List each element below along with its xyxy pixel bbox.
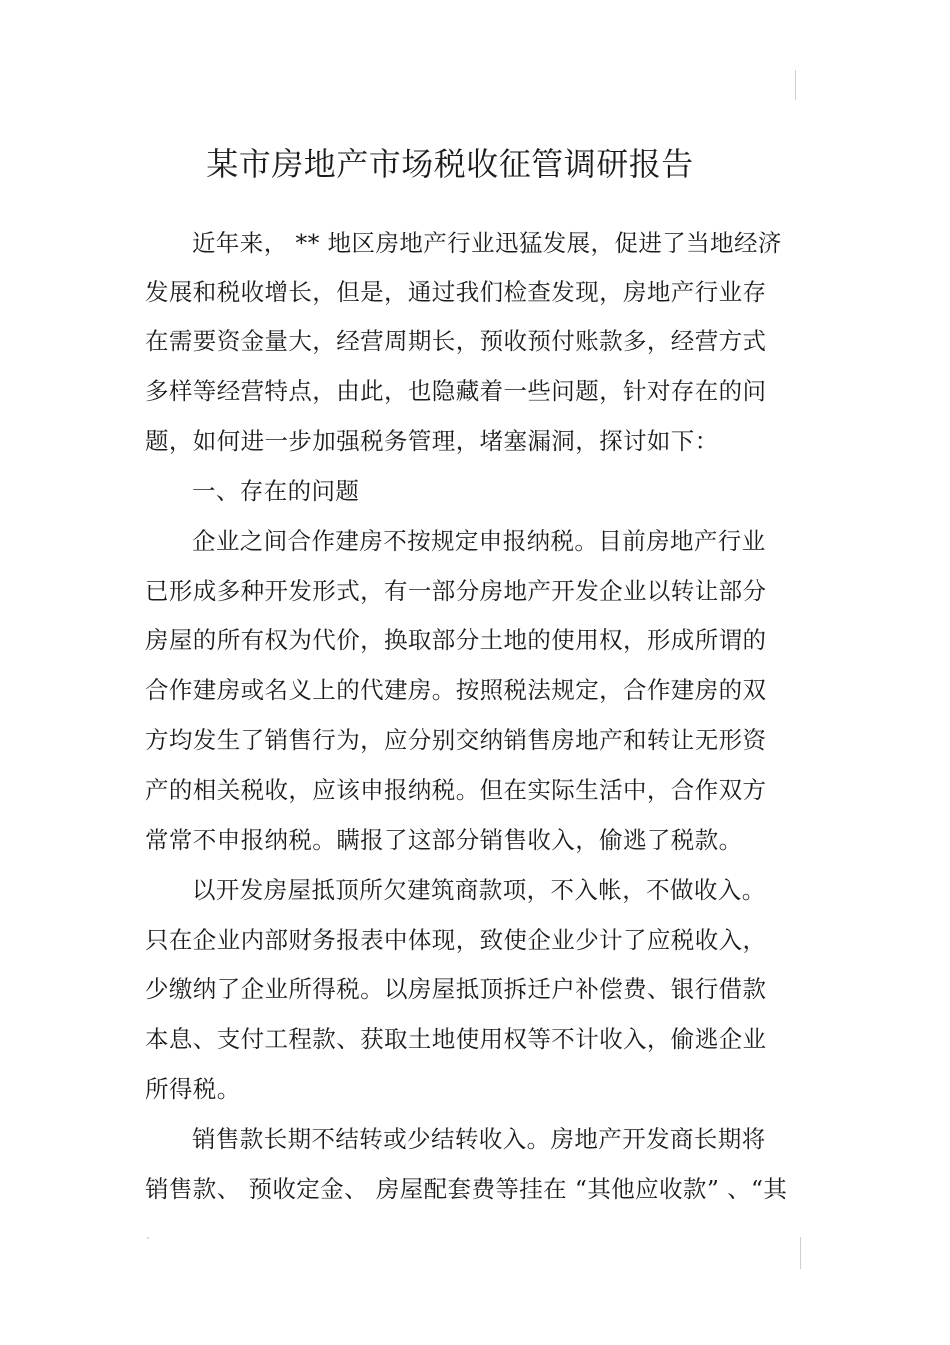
paragraph-line: 只在企业内部财务报表中体现，致使企业少计了应税收入， [145, 926, 767, 954]
paragraph-line: 近年来， ** 地区房地产行业迅猛发展，促进了当地经济 [192, 229, 782, 257]
document-title: 某市房地产市场税收征管调研报告 [206, 145, 694, 184]
paragraph-line: 合作建房或名义上的代建房。按照税法规定，合作建房的双 [145, 676, 767, 704]
paragraph-line: 少缴纳了企业所得税。以房屋抵顶拆迁户补偿费、银行借款 [145, 975, 767, 1003]
paragraph-line: 本息、支付工程款、获取土地使用权等不计收入，偷逃企业 [145, 1025, 767, 1053]
paragraph-line: 销售款、 预收定金、 房屋配套费等挂在 “其他应收款” 、“其 [145, 1175, 788, 1203]
paragraph-line: 发展和税收增长，但是，通过我们检查发现，房地产行业存 [145, 278, 767, 306]
paragraph-line: 企业之间合作建房不按规定申报纳税。目前房地产行业 [192, 527, 766, 555]
paragraph-line: 所得税。 [145, 1075, 241, 1103]
paragraph-line: 题，如何进一步加强税务管理，堵塞漏洞，探讨如下： [145, 427, 719, 455]
paragraph-line: 在需要资金量大，经营周期长，预收预付账款多，经营方式 [145, 327, 767, 355]
paragraph-line: 多样等经营特点，由此，也隐藏着一些问题，针对存在的问 [145, 377, 767, 405]
paragraph-line: 销售款长期不结转或少结转收入。房地产开发商长期将 [192, 1125, 766, 1153]
crop-mark-bottom-right [800, 1237, 801, 1269]
paragraph-line: 以开发房屋抵顶所欠建筑商款项，不入帐，不做收入。 [192, 876, 766, 904]
crop-mark-top-right [795, 70, 796, 100]
crop-mark-bottom-left [147, 1237, 149, 1239]
paragraph-line: 方均发生了销售行为，应分别交纳销售房地产和转让无形资 [145, 726, 767, 754]
paragraph-line: 产的相关税收，应该申报纳税。但在实际生活中，合作双方 [145, 776, 767, 804]
paragraph-line: 常常不申报纳税。瞒报了这部分销售收入，偷逃了税款。 [145, 826, 743, 854]
paragraph-line: 房屋的所有权为代价，换取部分土地的使用权，形成所谓的 [145, 626, 767, 654]
paragraph-line: 已形成多种开发形式，有一部分房地产开发企业以转让部分 [145, 577, 767, 605]
section-heading: 一、存在的问题 [192, 477, 360, 505]
